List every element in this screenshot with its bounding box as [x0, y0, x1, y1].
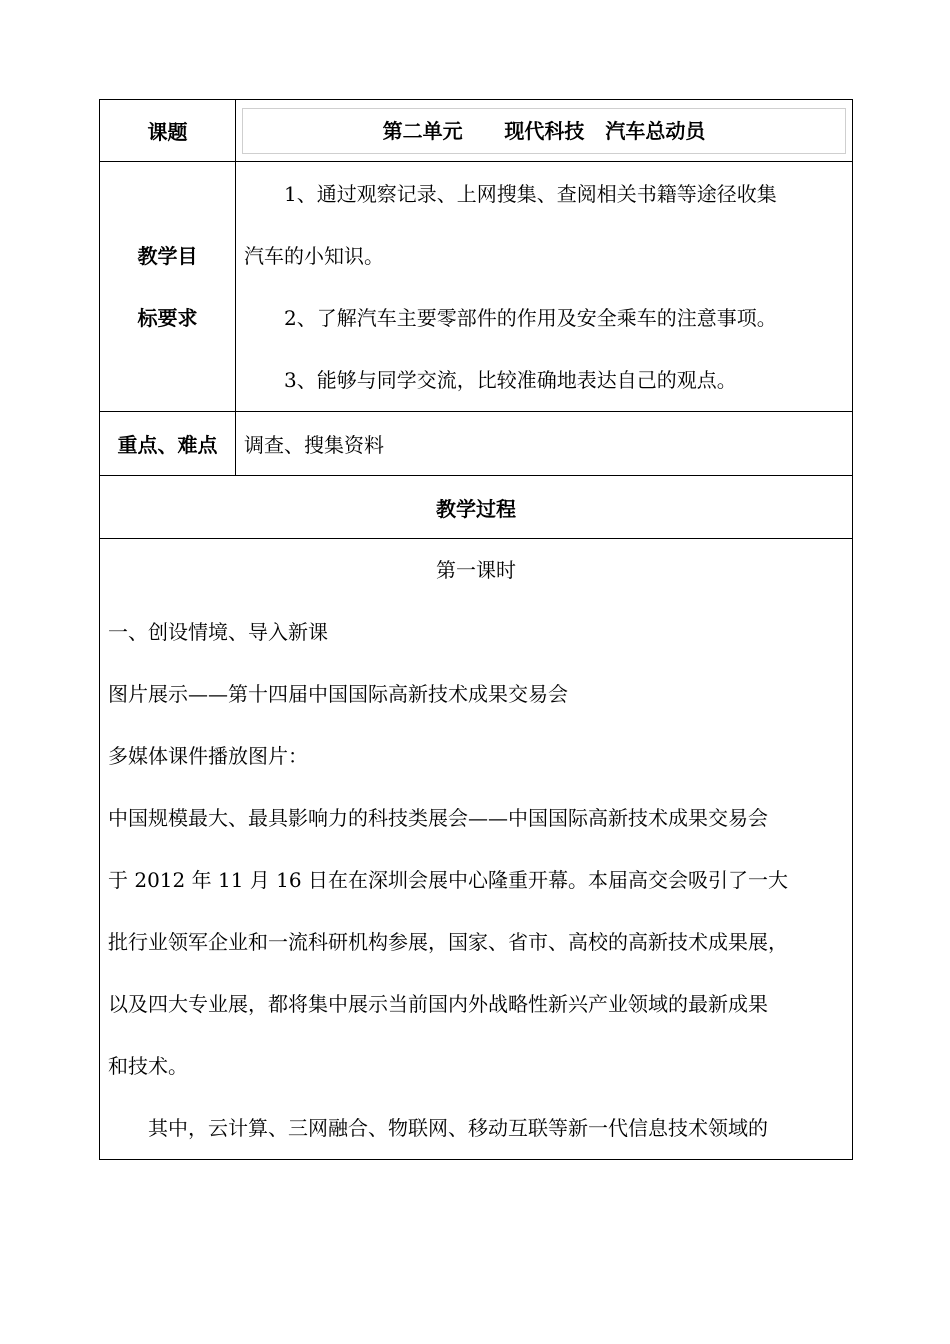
process-line: 多媒体课件播放图片：	[108, 744, 308, 768]
process-line: 中国规模最大、最具影响力的科技类展会——中国国际高新技术成果交易会	[108, 806, 768, 830]
topic-row	[100, 100, 853, 162]
topic-title-cell	[236, 100, 853, 162]
keypoints-row	[100, 412, 853, 476]
goal-1-line-1: 1、通过观察记录、上网搜集、查阅相关书籍等途径收集	[284, 181, 777, 206]
process-line: 一、创设情境、导入新课	[108, 620, 328, 644]
process-line: 批行业领军企业和一流科研机构参展，国家、省市、高校的高新技术成果展，	[108, 930, 788, 954]
process-header: 教学过程	[100, 476, 853, 539]
keypoints-label: 重点、难点	[100, 412, 236, 476]
goal-1-line-2: 汽车的小知识。	[244, 243, 384, 268]
goal-2: 2、了解汽车主要零部件的作用及安全乘车的注意事项。	[284, 305, 777, 330]
process-line: 和技术。	[108, 1054, 188, 1078]
goals-label	[100, 162, 236, 412]
process-line: 以及四大专业展，都将集中展示当前国内外战略性新兴产业领域的最新成果	[108, 992, 768, 1016]
process-header-row	[100, 476, 853, 539]
process-content	[100, 539, 853, 1160]
goals-label-line1: 教学目	[137, 243, 198, 268]
lesson-plan-table	[99, 99, 853, 1160]
goals-label-line2: 标要求	[137, 305, 198, 330]
process-line: 图片展示——第十四届中国国际高新技术成果交易会	[108, 682, 568, 706]
session-title: 第一课时	[436, 558, 516, 582]
process-row	[100, 539, 853, 1160]
goal-3: 3、能够与同学交流，比较准确地表达自己的观点。	[284, 367, 737, 392]
goals-row	[100, 162, 853, 412]
goals-content	[236, 162, 853, 412]
keypoints-content: 调查、搜集资料	[236, 412, 853, 476]
topic-label: 课题	[100, 100, 236, 162]
process-line: 其中，云计算、三网融合、物联网、移动互联等新一代信息技术领域的	[148, 1116, 768, 1140]
process-line: 于 2012 年 11 月 16 日在在深圳会展中心隆重开幕。本届高交会吸引了一大	[108, 868, 788, 892]
topic-title: 第二单元 现代科技 汽车总动员	[242, 108, 846, 154]
